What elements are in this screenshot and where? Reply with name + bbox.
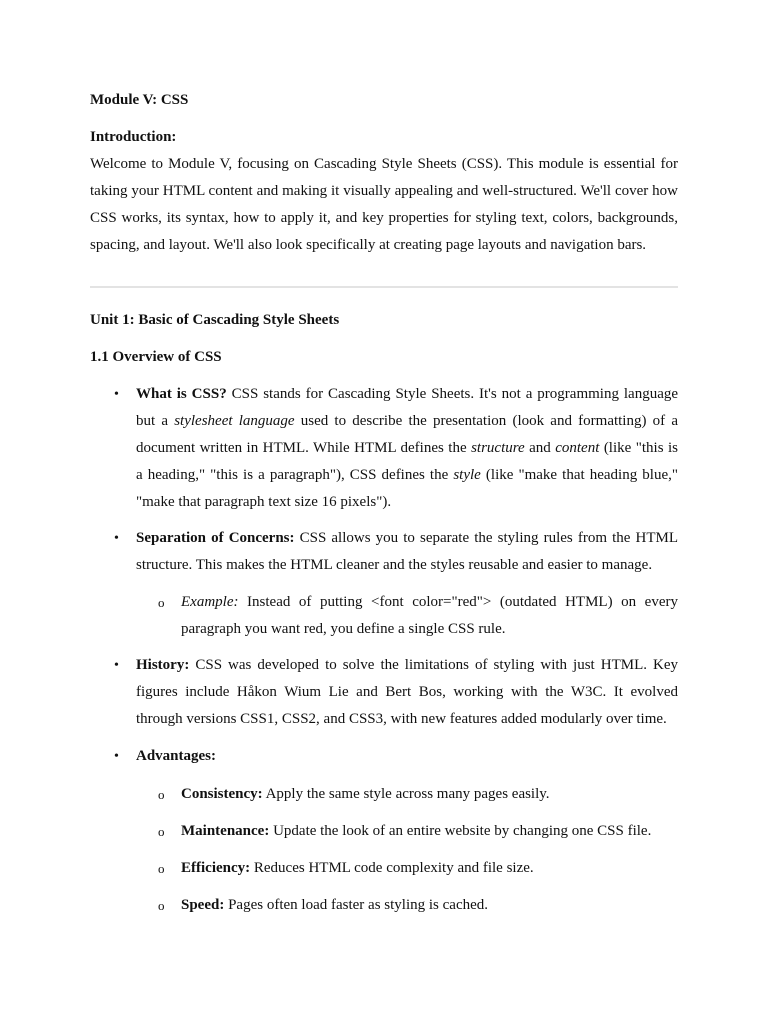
emphasis: stylesheet language bbox=[174, 413, 295, 429]
sub-bullet-text: Example: Instead of putting <font color="red"> (outdated HTML) on every paragraph you want red, you define a single CSS rule. bbox=[181, 594, 678, 637]
sub-bullet-text: Consistency: Apply the same style across many pages easily. bbox=[181, 786, 550, 802]
unit-title: Unit 1: Basic of Cascading Style Sheets bbox=[90, 312, 340, 328]
emphasis: style bbox=[453, 467, 481, 483]
bullet-marker: • bbox=[114, 387, 119, 402]
intro-paragraph: Welcome to Module V, focusing on Cascading Style Sheets (CSS). This module is essential for taking your HTML content and making it visually appealing and well-structured. We'll cover how CSS works, its syntax, how to apply it, and key properties for styling text, colors, backgrounds, spacing, and layout. We'll also look specifically at creating page layouts and navigation bars. bbox=[90, 156, 678, 253]
bullet-text: Separation of Concerns: CSS allows you to separate the styling rules from the HTML structure. This makes the HTML cleaner and the styles reusable and easier to manage. bbox=[136, 530, 678, 573]
sub-bullet-marker: o bbox=[158, 787, 165, 802]
sub-bullet-speed bbox=[90, 892, 678, 919]
section-divider bbox=[90, 286, 678, 288]
sub-bullet-marker: o bbox=[158, 824, 165, 839]
bullet-marker: • bbox=[114, 531, 119, 546]
bullet-text: What is CSS? CSS stands for Cascading Style Sheets. It's not a programming language but a stylesheet language used to describe the presentation (look and formatting) of a document written in HTML. While HTML defines the structure and content (like "this is a heading," "this is a paragraph"), CSS defines the style (like "make that heading blue," "make that paragraph text size 16 pixels"). bbox=[136, 386, 679, 510]
bullet-marker: • bbox=[114, 658, 119, 673]
sub-bullet-label: Efficiency: bbox=[181, 860, 251, 876]
sub-bullet-text: Maintenance: Update the look of an entire website by changing one CSS file. bbox=[181, 823, 652, 839]
sub-bullet-consistency bbox=[90, 781, 678, 808]
sub-bullet-marker: o bbox=[158, 861, 165, 876]
sub-bullet-label: Consistency: bbox=[181, 786, 263, 802]
emphasis: structure bbox=[471, 440, 525, 456]
example-label: Example: bbox=[181, 594, 239, 610]
sub-bullet-example bbox=[90, 589, 678, 643]
bullet-label: Advantages: bbox=[136, 748, 217, 764]
bullet-history bbox=[90, 652, 678, 733]
bullet-label: What is CSS? bbox=[136, 386, 227, 402]
section-title: 1.1 Overview of CSS bbox=[90, 349, 222, 365]
bullet-marker: • bbox=[114, 749, 119, 764]
bullet-what-is-css bbox=[90, 381, 678, 516]
sub-bullet-maintenance bbox=[90, 818, 678, 845]
module-title: Module V: CSS bbox=[90, 92, 189, 108]
sub-bullet-text: Speed: Pages often load faster as styling is cached. bbox=[181, 897, 489, 913]
bullet-text: History: CSS was developed to solve the limitations of styling with just HTML. Key figures include Håkon Wium Lie and Bert Bos, working with the W3C. It evolved through versions CSS1, CSS2, and CSS3, with new features added modularly over time. bbox=[136, 657, 678, 727]
emphasis: content bbox=[555, 440, 600, 456]
sub-bullet-label: Speed: bbox=[181, 897, 225, 913]
intro-heading: Introduction: bbox=[90, 129, 177, 145]
sub-bullet-marker: o bbox=[158, 595, 165, 610]
sub-bullet-label: Maintenance: bbox=[181, 823, 270, 839]
bullet-text bbox=[136, 743, 678, 770]
bullet-advantages bbox=[90, 743, 678, 770]
bullet-label: Separation of Concerns: bbox=[136, 530, 295, 546]
sub-bullet-efficiency bbox=[90, 855, 678, 882]
bullet-separation-of-concerns bbox=[90, 525, 678, 579]
sub-bullet-text: Efficiency: Reduces HTML code complexity and file size. bbox=[181, 860, 534, 876]
sub-bullet-marker: o bbox=[158, 898, 165, 913]
bullet-label: History: bbox=[136, 657, 190, 673]
